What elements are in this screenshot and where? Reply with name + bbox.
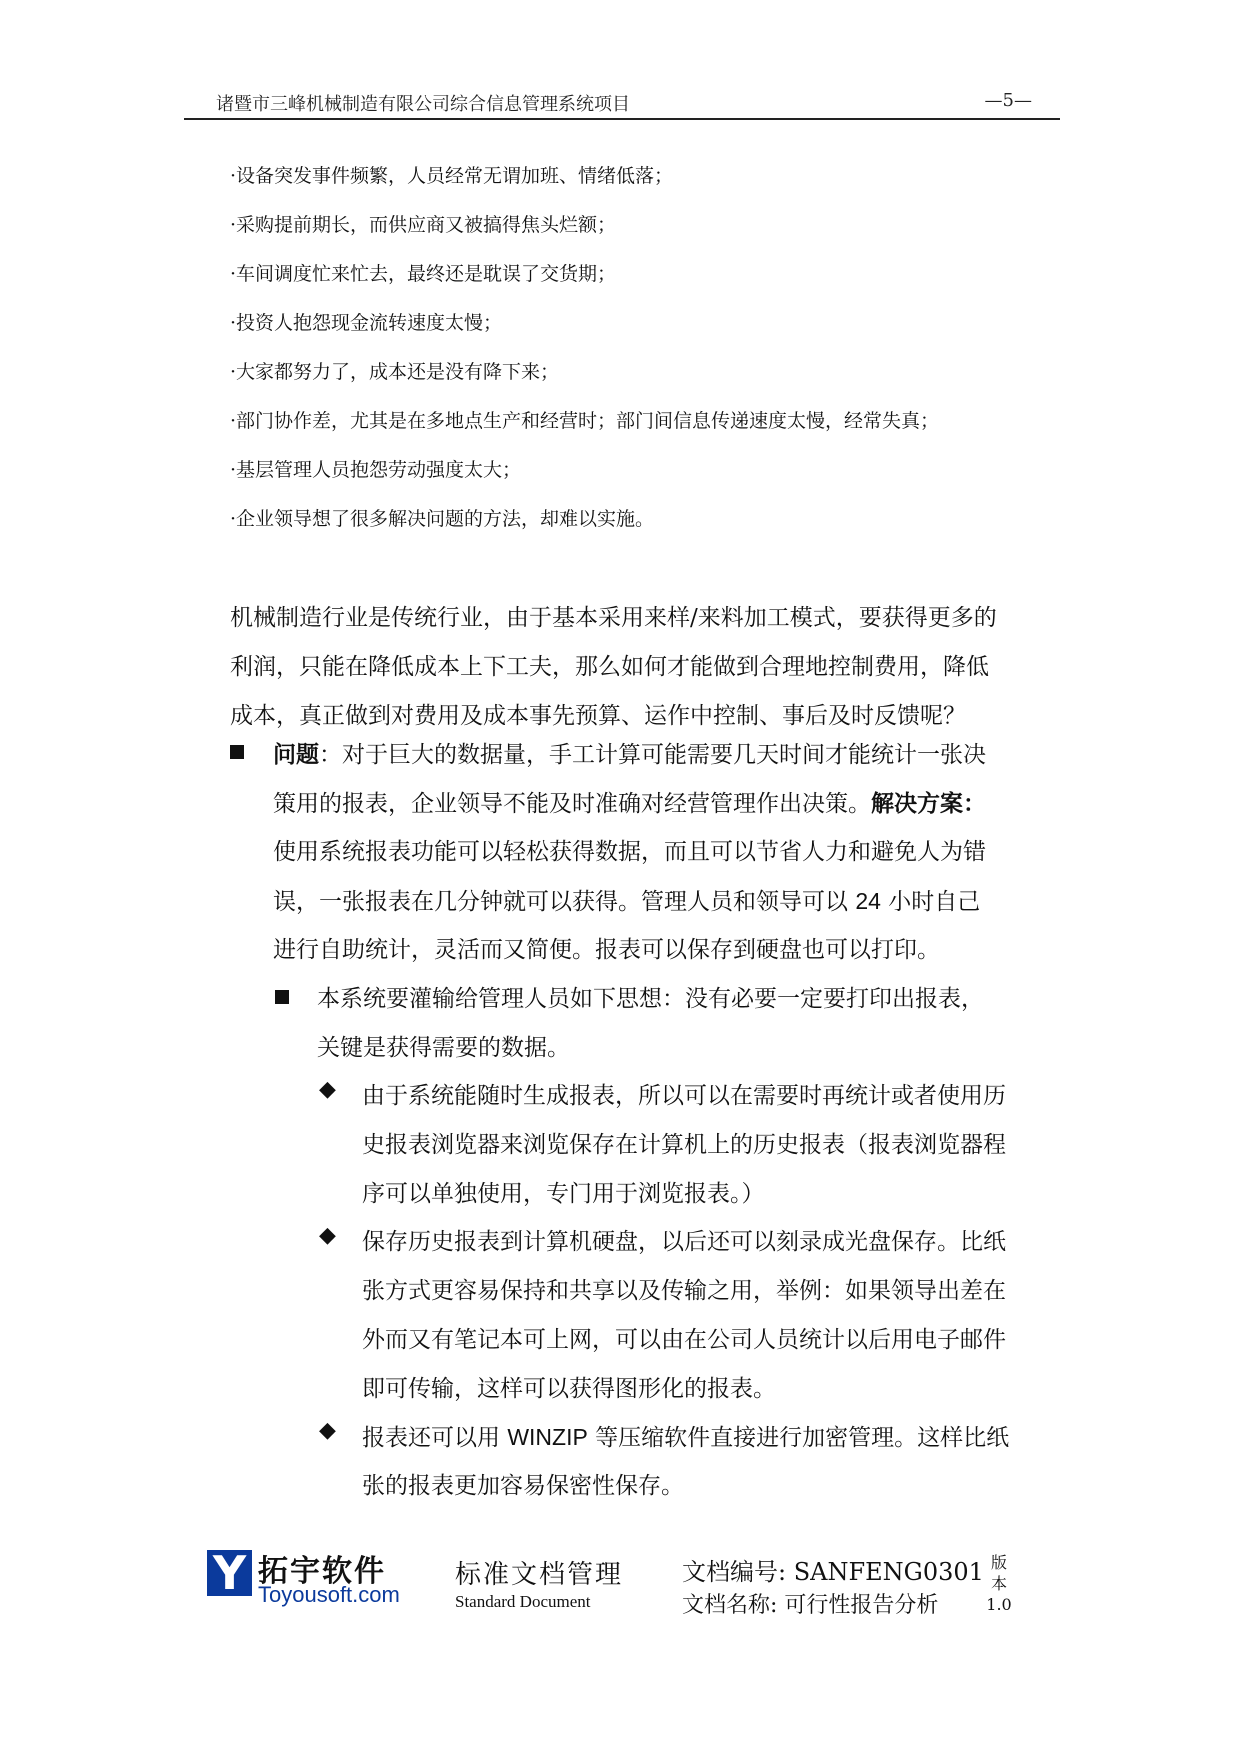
version-number: 1.0 xyxy=(986,1595,1012,1614)
diamond-text: 报表还可以用 xyxy=(362,1425,508,1451)
intro-line: 成本，真正做到对费用及成本事先预算、运作中控制、事后及时反馈呢？ xyxy=(230,703,966,729)
logo-company-name: 拓宇软件 xyxy=(258,1554,386,1589)
square-bullet-icon xyxy=(230,740,244,764)
page-footer xyxy=(0,1540,1241,1640)
problem-label: 问题 xyxy=(273,741,319,768)
document-name-label: 文档名称: xyxy=(682,1593,778,1618)
problem-colon: ： xyxy=(319,742,342,768)
problem-line xyxy=(273,779,1063,828)
diamond-line: 张的报表更加容易保密性保存。 xyxy=(362,1473,684,1499)
issue-list xyxy=(230,156,1060,548)
intro-line: 机械制造行业是传统行业，由于基本采用来样/来料加工模式，要获得更多的 xyxy=(230,605,997,631)
sub-point-line: 本系统要灌输给管理人员如下思想：没有必要一定要打印出报表， xyxy=(317,986,984,1012)
solution-text: 小时自己 xyxy=(880,889,981,915)
problem-text: 对于巨大的数据量，手工计算可能需要几天时间才能统计一张决 xyxy=(342,742,986,768)
issue-item: ·车间调度忙来忙去，最终还是耽误了交货期； xyxy=(230,263,617,285)
solution-text: 误，一张报表在几分钟就可以获得。管理人员和领导可以 xyxy=(273,889,856,915)
document-name-value: 可行性报告分析 xyxy=(784,1593,939,1618)
intro-line: 利润，只能在降低成本上下工夫，那么如何才能做到合理地控制费用，降低 xyxy=(230,654,989,680)
solution-line: 进行自助统计，灵活而又简便。报表可以保存到硬盘也可以打印。 xyxy=(273,937,940,963)
document-number xyxy=(682,1552,984,1587)
problem-text: 策用的报表，企业领导不能及时准确对经营管理作出决策。 xyxy=(273,791,871,817)
diamond-point xyxy=(362,1072,1062,1219)
solution-line xyxy=(273,877,1063,926)
diamond-line: 保存历史报表到计算机硬盘，以后还可以刻录成光盘保存。比纸 xyxy=(362,1229,1006,1255)
issue-item: ·企业领导想了很多解决问题的方法，却难以实施。 xyxy=(230,508,655,530)
issue-item: ·部门协作差，尤其是在多地点生产和经营时；部门间信息传递速度太慢，经常失真； xyxy=(230,410,940,432)
company-logo-icon xyxy=(207,1546,252,1600)
issue-item: ·采购提前期长，而供应商又被搞得焦头烂额； xyxy=(230,214,617,236)
document-name xyxy=(682,1588,938,1619)
intro-paragraph xyxy=(230,594,1060,741)
version-label: 本 xyxy=(990,1574,1007,1593)
issue-item: ·投资人抱怨现金流转速度太慢； xyxy=(230,312,503,334)
version-block xyxy=(984,1552,1014,1615)
sub-point-block xyxy=(317,975,1063,1073)
page-header xyxy=(184,88,1060,120)
version-label: 版 xyxy=(990,1553,1007,1572)
diamond-point xyxy=(362,1218,1062,1414)
header-title: 诸暨市三峰机械制造有限公司综合信息管理系统项目 xyxy=(216,94,630,115)
page-number: —5— xyxy=(984,90,1032,111)
diamond-line: 外而又有笔记本可上网，可以由在公司人员统计以后用电子邮件 xyxy=(362,1327,1006,1353)
issue-item: ·大家都努力了，成本还是没有降下来； xyxy=(230,361,560,383)
diamond-line: 史报表浏览器来浏览保存在计算机上的历史报表（报表浏览器程 xyxy=(362,1132,1006,1158)
solution-label: 解决方案： xyxy=(871,790,986,817)
solution-line: 使用系统报表功能可以轻松获得数据，而且可以节省人力和避免人为错 xyxy=(273,839,986,865)
problem-line xyxy=(273,730,1063,779)
logo-website: Toyousoft.com xyxy=(258,1582,400,1607)
issue-item: ·基层管理人员抱怨劳动强度太大； xyxy=(230,459,522,481)
document-number-value: SANFENG0301 xyxy=(793,1558,984,1586)
diamond-bullet-icon: ◆ xyxy=(319,1223,336,1248)
document-number-label: 文档编号: xyxy=(682,1558,787,1586)
problem-solution-block xyxy=(273,730,1063,975)
winzip-term: WINZIP xyxy=(507,1424,588,1450)
diamond-bullet-icon: ◆ xyxy=(319,1418,336,1443)
diamond-line: 即可传输，这样可以获得图形化的报表。 xyxy=(362,1376,776,1402)
square-bullet-icon xyxy=(275,985,289,1009)
issue-item: ·设备突发事件频繁，人员经常无谓加班、情绪低落； xyxy=(230,165,674,187)
hours-number: 24 xyxy=(855,888,881,914)
sub-point-line: 关键是获得需要的数据。 xyxy=(317,1035,570,1061)
diamond-line: 由于系统能随时生成报表，所以可以在需要时再统计或者使用历 xyxy=(362,1083,1006,1109)
logo-letter: Y xyxy=(212,1546,247,1600)
diamond-line: 序可以单独使用，专门用于浏览报表。） xyxy=(362,1181,765,1207)
diamond-point xyxy=(362,1413,1062,1511)
diamond-line xyxy=(362,1413,1062,1462)
diamond-text: 等压缩软件直接进行加密管理。这样比纸 xyxy=(587,1425,1010,1451)
diamond-bullet-icon: ◆ xyxy=(319,1077,336,1102)
standard-document-cn: 标准文档管理 xyxy=(455,1560,624,1590)
diamond-line: 张方式更容易保持和共享以及传输之用，举例：如果领导出差在 xyxy=(362,1278,1006,1304)
standard-document-en: Standard Document xyxy=(455,1592,591,1611)
